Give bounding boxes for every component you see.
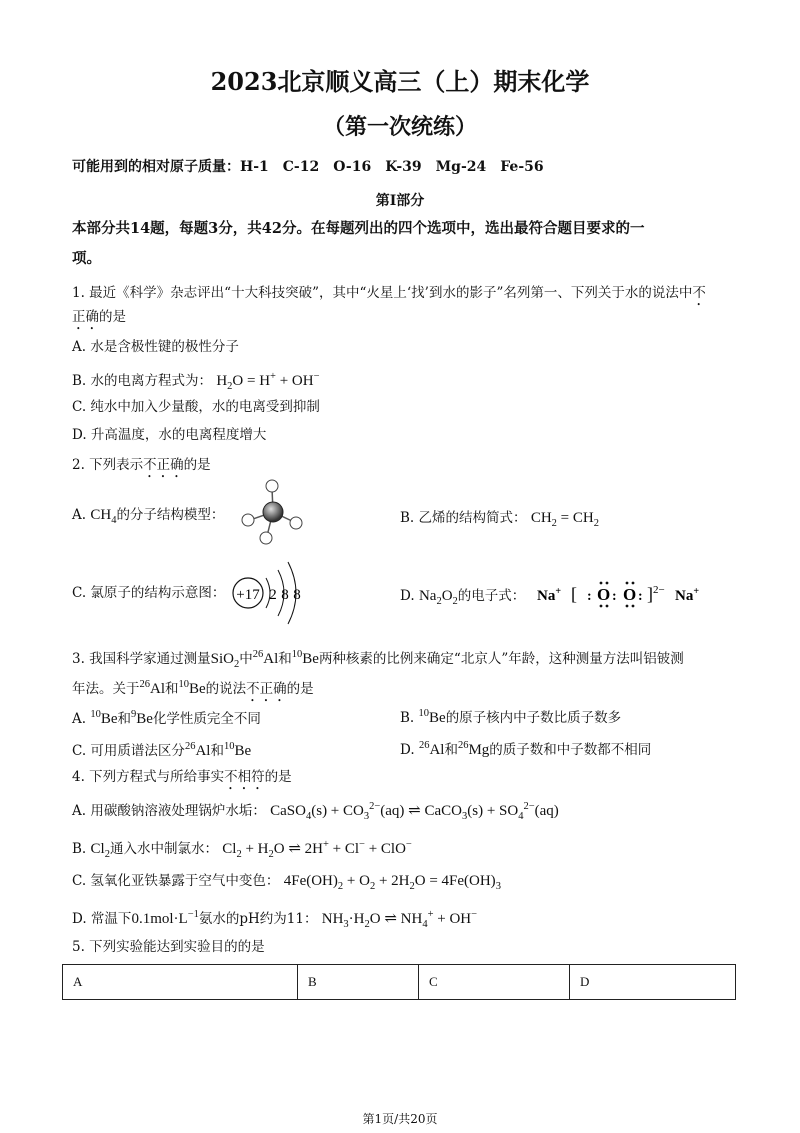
sodium-ion-right: Na+ [675,586,700,604]
q3-option-d: D. $^{26}$Al和$^{26}$Mg的质子数和中子数都不相同 [400,740,652,758]
chlorine-atom-diagram [230,556,310,628]
q5-col-c: C [419,965,570,1000]
page-title: 2023北京顺义高三（上）期末化学 [210,67,590,96]
svg-text::: : [612,589,617,604]
q5-options-table [62,964,736,1000]
sodium-ion-left: Na+ [537,586,562,604]
q2-option-b: B. 乙烯的结构简式： $CH_2 = CH_2$ [400,510,599,529]
nucleus-charge: +17 [236,587,260,603]
q2-option-c: C. 氯原子的结构示意图： [72,585,226,601]
q2-option-d: D. $Na_2O_2$的电子式： [400,588,526,607]
svg-text:O: O [623,585,637,604]
q3-stem-line2: 年法。关于$^{26}$Al和$^{10}$Be的说法不正确的是 [72,679,314,697]
methane-model-image [236,476,316,546]
q1-option-d: D. 升高温度，水的电离程度增大 [72,427,267,443]
svg-text:[: [ [571,584,577,604]
q4-option-c: C. 氢氧化亚铁暴露于空气中变色： $4Fe(OH)_2 + O_2 + 2H_2O = 4Fe(OH)_3$ [72,873,501,892]
shell-3-electrons: 8 [293,587,301,603]
q3-option-c: C. 可用质谱法区分$^{26}$Al和$^{10}$Be [72,741,252,759]
q3-option-a: A. $^{10}$Be和$^9$Be化学性质完全不同 [72,709,261,727]
q3-option-b: B. $^{10}$Be的原子核内中子数比质子数多 [400,708,622,726]
instructions-line1: 本部分共14题，每题3分，共42分。在每题列出的四个选项中，选出最符合题目要求的一 [72,220,645,237]
part-label: 第I部分 [375,193,425,209]
shell-1-electrons: 2 [269,587,277,603]
shell-2-electrons: 8 [281,587,289,603]
svg-text:O: O [597,585,611,604]
q3-stem-line1: 3. 我国科学家通过测量SiO$_2$中$^{26}$Al和$^{10}$Be两种核素的比例来确定“北京人”年龄，这种测量方法叫铝铍测 [72,649,684,670]
q5-stem: 5. 下列实验能达到实验目的的是 [72,939,265,955]
svg-text::: : [587,589,592,604]
page-subtitle: （第一次统练） [322,114,477,140]
svg-text:]: ] [647,584,653,604]
q5-col-d: D [570,965,736,1000]
q2-option-a: A. $CH_4$的分子结构模型： [72,507,225,526]
q1-stem-line2: 正确的是 [72,309,126,325]
sodium-peroxide-electron-formula [535,576,715,610]
q4-option-d: D. 常温下$0.1mol\cdot L^{-1}$氨水的pH约为11： $NH_3\cdot H_2O$ ⇌ $NH_4^+ + OH^-$ [72,909,478,930]
peroxide-charge: 2− [653,584,665,596]
q4-stem: 4. 下列方程式与所给事实不相符的是 [72,769,292,785]
q1-option-a: A. 水是含极性键的极性分子 [72,339,239,355]
atomic-masses: 可能用到的相对原子质量：H-1 C-12 O-16 K-39 Mg-24 Fe-56 [72,159,544,175]
instructions-line2: 项。 [72,250,101,267]
q1-option-c: C. 纯水中加入少量酸，水的电离受到抑制 [72,399,320,415]
q1-option-b: B. 水的电离方程式为： $H_2O = H^+ + OH^-$ [72,371,320,392]
q4-option-a: A. 用碳酸钠溶液处理锅炉水垢： CaSO$_4$(s) + $CO_3^{2-}(aq)$ ⇌ CaCO$_3$(s) + $SO_4^{2-}(aq)$ [72,801,559,822]
q5-col-b: B [298,965,419,1000]
q5-col-a: A [63,965,298,1000]
q1-stem-line1: 1. 最近《科学》杂志评出“十大科技突破”，其中“火星上‘找’到水的影子”名列第一、下列关于水的说法中不 [72,285,706,301]
svg-text::: : [638,589,643,604]
q2-stem: 2. 下列表示不正确的是 [72,457,211,473]
q4-option-b: B. $Cl_2$通入水中制氯水： $Cl_2 + H_2O$ ⇌ 2H+ + Cl− + ClO− [72,839,412,860]
page-footer: 第1页/共20页 [362,1112,438,1126]
